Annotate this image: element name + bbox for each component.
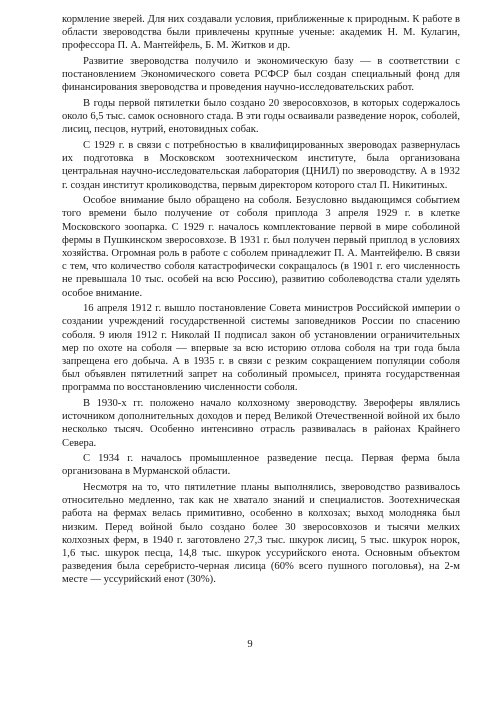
page-number: 9	[247, 639, 253, 650]
paragraph: С 1934 г. началось промышленное разведение песца. Первая ферма была организована в Мурманской области.	[62, 453, 460, 478]
paragraph: 16 апреля 1912 г. вышло постановление Совета министров Российской империи о создании учреждений государственной системы заповедников России по спасению соболя. 9 июля 1912 г. Николай II подписал закон об установлении ограничительных мер по охоте на соболя — впервые за всю историю отлова соболя на три года была запрещена его добыча. А в 1935 г. в связи с резким сокращением популяции соболя был объявлен пятилетний запрет на соболиный промысел, принята государственная программа по восстановлению численности соболя.	[62, 303, 460, 394]
paragraph: кормление зверей. Для них создавали условия, приближенные к природным. К работе в области звероводства были привлечены крупные ученые: академик Н. М. Кулагин, профессора П. А. Мантейфель, Б. М. Житков и др.	[62, 14, 460, 52]
paragraph: В годы первой пятилетки было создано 20 зверосовхозов, в которых содержалось около 6,5 тыс. самок основного стада. В эти годы осваивали разведение норок, соболей, лисиц, песцов, нутрий, енотовидных собак.	[62, 98, 460, 136]
paragraph: Несмотря на то, что пятилетние планы выполнялись, звероводство развивалось относительно медленно, так как не хватало знаний и специалистов. Зоотехническая работа на фермах велась примитивно, особенно в колхозах; выход молодняка был низким. Перед войной было создано более 30 зверосовхозов и тысячи мелких колхозных ферм, в 1940 г. заготовлено 27,3 тыс. шкурок лисиц, 5 тыс. шкурок норок, 1,6 тыс. шкурок песца, 14,8 тыс. шкурок уссурийского енота. Основным объектом разведения была серебристо-черная лисица (60% всего пушного поголовья), на 2-м месте — уссурийский енот (30%).	[62, 482, 460, 586]
paragraph: С 1929 г. в связи с потребностью в квалифицированных звероводах развернулась их подготовка в Московском зоотехническом институте, была организована центральная научно-исследовательская лаборатория (ЦНИЛ) по звероводству. А в 1932 г. создан институт кролиководства, первым директором которого стал П. Никитиных.	[62, 140, 460, 191]
paragraph: В 1930-х гг. положено начало колхозному звероводству. Звероферы являлись источником дополнительных доходов и перед Великой Отечественной войной их было несколько тысяч. Особенно интенсивно отрасль развивалась в районах Крайнего Севера.	[62, 398, 460, 449]
paragraph: Развитие звероводства получило и экономическую базу — в соответствии с постановлением Экономического совета РСФСР был создан специальный фонд для финансирования звероводства и проведения научно-исследовательских работ.	[62, 56, 460, 94]
body-text	[62, 13, 460, 589]
paragraph: Особое внимание было обращено на соболя. Безусловно выдающимся событием того времени было получение от соболя приплода 3 апреля 1929 г. в клетке Московского зоопарка. С 1929 г. началось комплектование первой в мире соболиной фермы в Пушкинском зверосовхозе. В 1931 г. был получен первый приплод в условиях хозяйства. Огромная роль в работе с соболем принадлежит П. А. Мантейфелю. В связи с тем, что количество соболя катастрофически сокращалось (в 1901 г. его численность не превышала 10 тыс. особей на всю Россию), развитию соболеводства стали уделять особое внимание.	[62, 195, 460, 299]
